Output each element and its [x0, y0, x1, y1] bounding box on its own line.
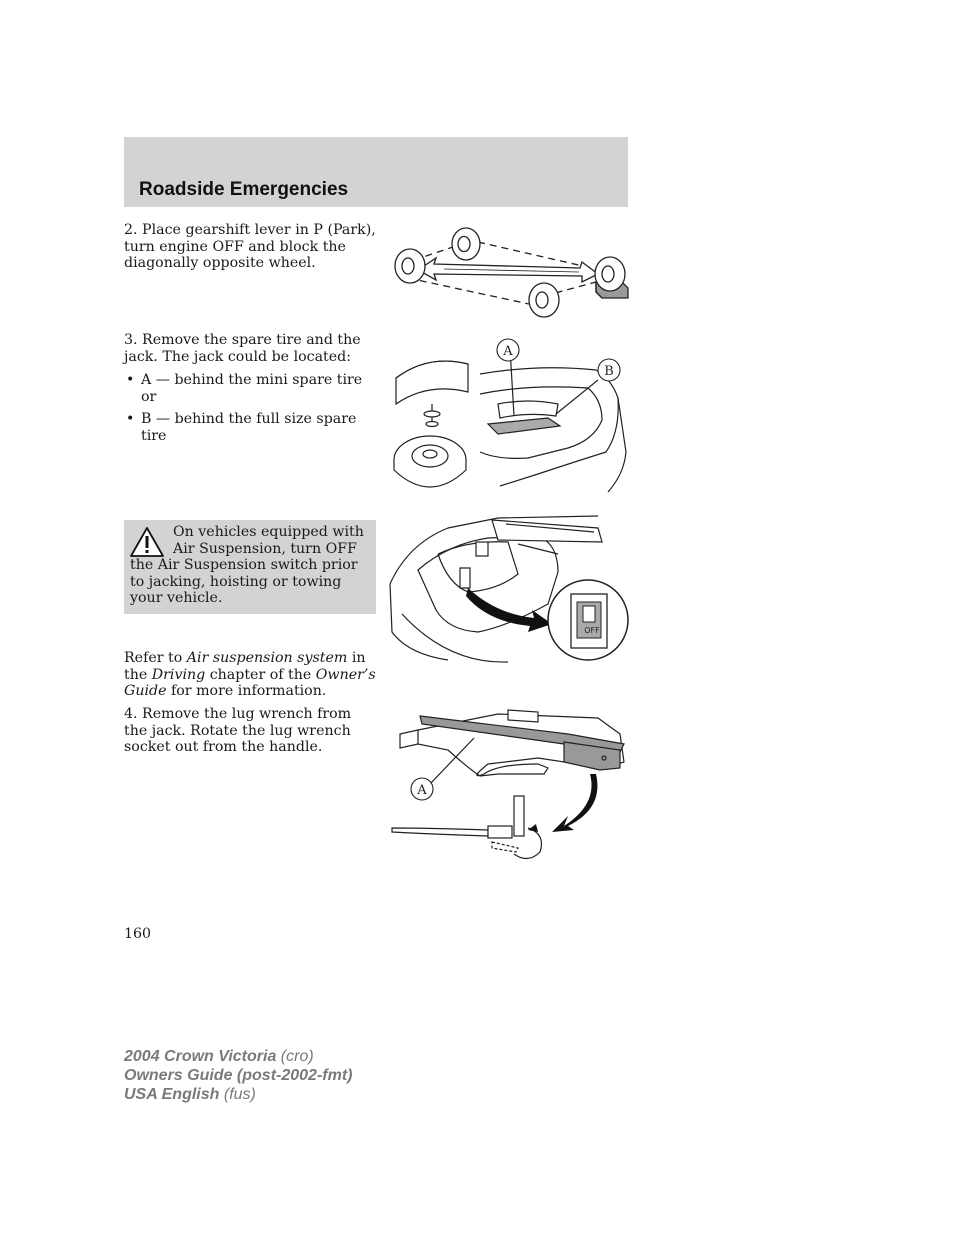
step-2-text: 2. Place gearshift lever in P (Park), turn engine OFF and block the diagonally opposite wheel. — [124, 222, 376, 271]
jack-location-list — [124, 372, 380, 450]
warning-text: On vehicles equipped with Air Suspension, turn OFF the Air Suspension switch prior to jacking, hoisting or towing your vehicle. — [130, 524, 364, 606]
callout-a-label: A — [503, 344, 513, 359]
list-item: • A — behind the mini spare tire or — [126, 372, 363, 405]
lug-wrench-jack-diagram — [388, 704, 632, 868]
warning-box — [124, 520, 376, 614]
step-4-text: 4. Remove the lug wrench from the jack. Rotate the lug wrench socket out from the handle. — [124, 706, 352, 755]
wheel-block-diagram — [384, 222, 632, 320]
list-item: • B — behind the full size spare tire — [126, 411, 357, 444]
step-3-text: 3. Remove the spare tire and the jack. The jack could be located: — [124, 332, 361, 365]
spare-tire-trunk-diagram — [388, 334, 632, 494]
section-title: Roadside Emergencies — [139, 179, 349, 200]
section-header — [124, 137, 628, 207]
callout-a-label: A — [417, 783, 427, 798]
callout-b-label: B — [604, 364, 614, 379]
bullet-marker: • — [126, 411, 135, 427]
switch-off-label: OFF — [584, 626, 600, 635]
page-number: 160 — [124, 926, 152, 942]
document-footer: 2004 Crown Victoria (cro) Owners Guide (post-2002-fmt) USA English (fus) — [124, 1048, 353, 1103]
air-suspension-switch-diagram — [388, 514, 632, 664]
refer-text: Refer to Air suspension system in the Driving chapter of the Owner’s Guide for more information. — [124, 650, 376, 699]
bullet-marker: • — [126, 372, 135, 388]
